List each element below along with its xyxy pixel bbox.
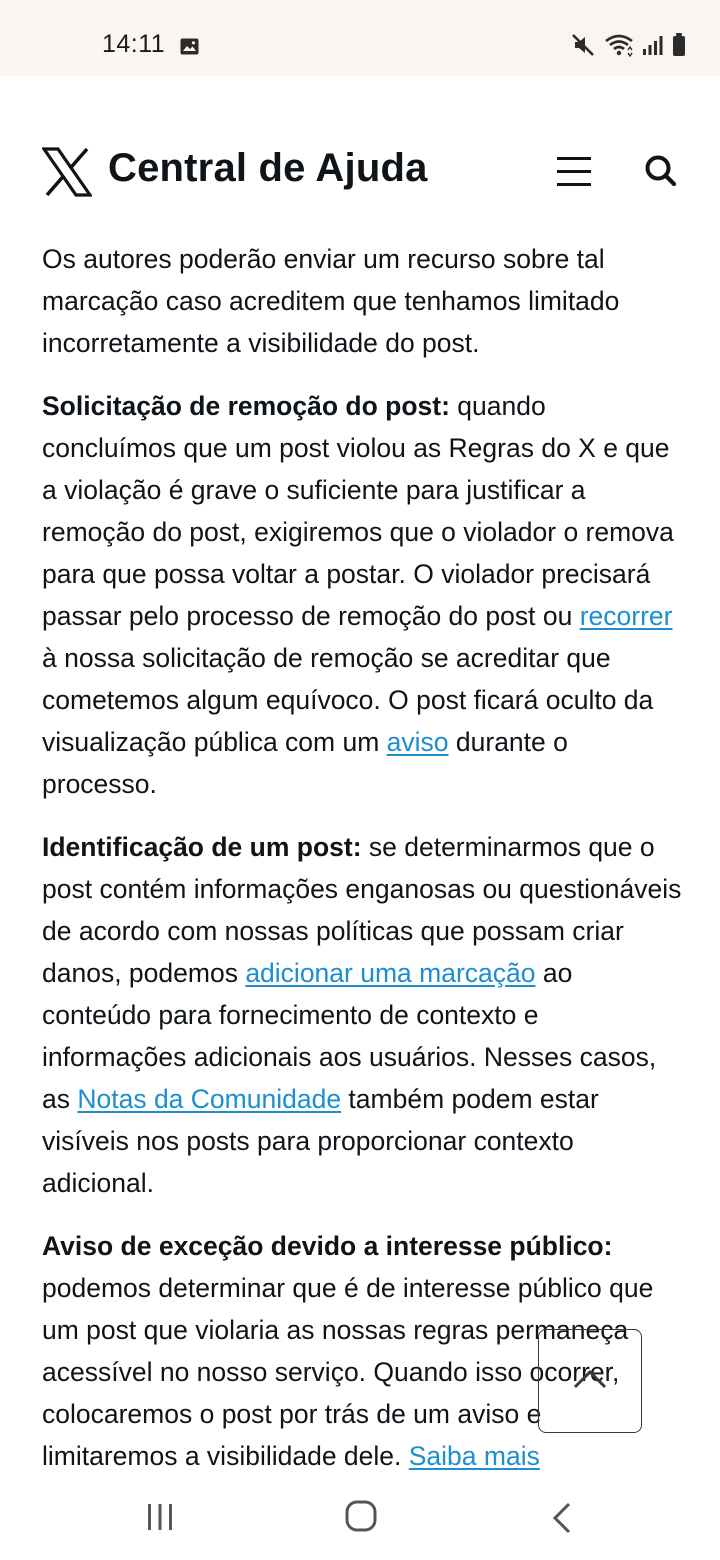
signal-icon	[642, 34, 664, 61]
status-bar	[0, 0, 720, 76]
add-label-link[interactable]: adicionar uma marcação	[245, 958, 536, 988]
status-icons	[570, 32, 686, 63]
status-time: 14:11	[102, 30, 166, 58]
removal-request-heading: Solicitação de remoção do post:	[42, 391, 450, 421]
paragraph-labeling: Identificação de um post: se determinarmos que o post contém informações enganosas ou questionáveis de acordo com nossas políticas que possam criar danos, podemos adicionar uma marcação ao conteúdo para fornecimento de contexto e informações adicionais aos usuários. Nesses casos, as Notas da Comunidade também podem estar visíveis nos posts para proporcionar contexto adicional.	[42, 832, 682, 1198]
article-body	[42, 238, 682, 1498]
help-center-title[interactable]: Central de Ajuda	[108, 146, 428, 190]
labeling-heading: Identificação de um post:	[42, 832, 362, 862]
home-icon[interactable]	[345, 1500, 377, 1537]
paragraph-removal-request: Solicitação de remoção do post: quando concluímos que um post violou as Regras do X e que a violação é grave o suficiente para justificar a remoção do post, exigiremos que o violador o remova para que possa voltar a postar. O violador precisará passar pelo processo de remoção do post ou recorrer à nossa solicitação de remoção se acreditar que cometemos algum equívoco. O post ficará oculto da visualização pública com um aviso durante o processo.	[42, 391, 674, 799]
notice-link[interactable]: aviso	[386, 727, 449, 757]
paragraph-appeal: Os autores poderão enviar um recurso sobre tal marcação caso acreditem que tenhamos limitado incorretamente a visibilidade do post.	[42, 244, 620, 358]
learn-more-link[interactable]: Saiba mais	[408, 1441, 540, 1471]
wifi-icon	[604, 33, 634, 62]
back-to-top-button[interactable]	[538, 1329, 642, 1433]
paragraph-public-interest: Aviso de exceção devido a interesse público: podemos determinar que é de interesse público que um post que violaria as nossas regras permaneça acessível no nosso serviço. Quando isso ocorrer, colocaremos o post por trás de um aviso e limitaremos a visibilidade dele. Saiba mais	[42, 1231, 654, 1471]
search-icon[interactable]	[644, 154, 678, 193]
appeal-link[interactable]: recorrer	[579, 601, 673, 631]
gallery-notification-icon	[180, 38, 199, 60]
mute-icon	[570, 32, 596, 63]
hamburger-menu-icon[interactable]	[557, 156, 593, 193]
chevron-up-icon	[573, 1369, 607, 1394]
battery-icon	[672, 33, 686, 62]
back-icon[interactable]	[551, 1502, 573, 1539]
public-interest-heading: Aviso de exceção devido a interesse público:	[42, 1231, 613, 1261]
recents-icon[interactable]	[146, 1503, 174, 1536]
x-logo-icon[interactable]	[42, 147, 92, 202]
community-notes-link[interactable]: Notas da Comunidade	[77, 1084, 342, 1114]
